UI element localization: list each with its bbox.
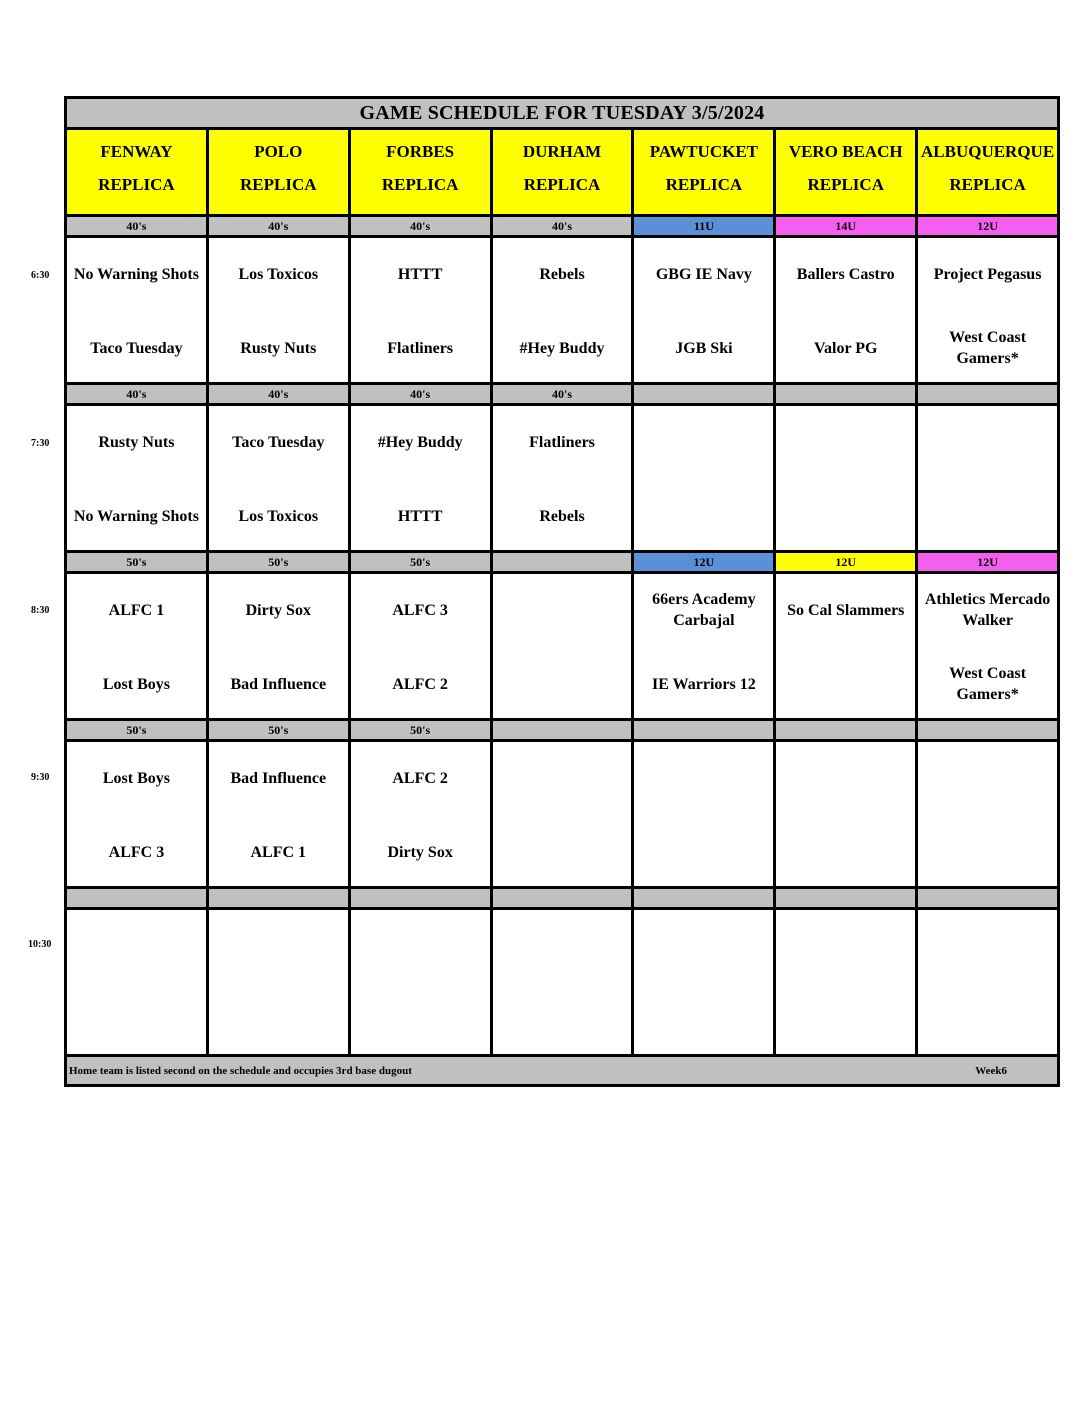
division-badge: 40's (493, 385, 635, 403)
home-team: #Hey Buddy (519, 339, 605, 357)
home-team: Rebels (539, 507, 585, 525)
away-team: Lost Boys (102, 769, 170, 787)
time-label: 7:30 (31, 438, 50, 449)
away-team (918, 420, 1057, 464)
field-name: FORBES (386, 142, 455, 161)
game-cell (67, 406, 209, 550)
away-team (493, 924, 632, 968)
division-badge: 50's (209, 553, 351, 571)
game-cell (493, 406, 635, 550)
division-badge (493, 553, 635, 571)
field-name: DURHAM (522, 142, 602, 161)
division-badge (776, 385, 918, 403)
away-team: Dirty Sox (245, 601, 311, 619)
game-cell (634, 742, 776, 886)
home-team: JGB Ski (675, 339, 733, 357)
division-badge (493, 721, 635, 739)
away-team (351, 924, 490, 968)
game-cell (493, 910, 635, 1054)
home-team (918, 494, 1057, 538)
division-badge: 14U (776, 217, 918, 235)
game-slot-row (67, 238, 1057, 385)
home-team: West Coast Gamers* (949, 329, 1027, 367)
home-team-note: Home team is listed second on the schedule and occupies 3rd base dugout (69, 1064, 412, 1077)
game-cell (776, 742, 918, 886)
away-team: Athletics Mercado Walker (924, 591, 1051, 629)
division-row (67, 385, 1057, 406)
field-header-vero-beach (776, 130, 918, 214)
division-row (67, 553, 1057, 574)
game-cell (634, 574, 776, 718)
away-team (493, 588, 632, 632)
division-badge: 40's (67, 217, 209, 235)
home-team: Dirty Sox (387, 843, 453, 861)
division-badge: 11U (634, 217, 776, 235)
division-badge: 40's (209, 217, 351, 235)
division-badge: 40's (351, 217, 493, 235)
field-header-fenway (67, 130, 209, 214)
game-cell (493, 742, 635, 886)
division-badge (918, 385, 1057, 403)
away-team (776, 756, 915, 800)
game-cell (493, 238, 635, 382)
game-cell (776, 574, 918, 718)
home-team (493, 998, 632, 1042)
away-team (209, 924, 348, 968)
home-team: Bad Influence (230, 675, 327, 693)
division-badge: 50's (67, 553, 209, 571)
home-team: HTTT (397, 507, 443, 525)
field-sub: REPLICA (98, 175, 175, 194)
division-badge: 40's (209, 385, 351, 403)
field-sub: REPLICA (807, 175, 884, 194)
game-cell (918, 742, 1057, 886)
home-team: ALFC 2 (392, 675, 448, 693)
game-cell (209, 406, 351, 550)
away-team (493, 756, 632, 800)
field-header-row (67, 130, 1057, 217)
away-team: #Hey Buddy (377, 433, 463, 451)
away-team (776, 924, 915, 968)
game-slot-row (67, 574, 1057, 721)
home-team: Taco Tuesday (90, 339, 183, 357)
division-badge (351, 889, 493, 907)
home-team: Lost Boys (102, 675, 170, 693)
away-team: Taco Tuesday (232, 433, 325, 451)
field-sub: REPLICA (381, 175, 459, 194)
away-team (776, 420, 915, 464)
home-team: Rusty Nuts (240, 339, 317, 357)
division-badge: 12U (776, 553, 918, 571)
game-cell (351, 238, 493, 382)
game-cell (209, 910, 351, 1054)
away-team: Flatliners (529, 433, 595, 451)
away-team: ALFC 2 (392, 769, 448, 787)
field-header-pawtucket (634, 130, 776, 214)
division-badge: 50's (351, 721, 493, 739)
game-cell (918, 574, 1057, 718)
division-badge: 12U (918, 553, 1057, 571)
field-sub: REPLICA (665, 175, 743, 194)
field-sub: REPLICA (240, 175, 317, 194)
game-cell (493, 574, 635, 718)
schedule-footer (67, 1057, 1057, 1087)
time-label: 6:30 (31, 270, 50, 281)
division-badge (209, 889, 351, 907)
game-cell (209, 574, 351, 718)
home-team (351, 998, 490, 1042)
away-team: HTTT (397, 265, 443, 283)
division-badge: 12U (918, 217, 1057, 235)
game-cell (351, 406, 493, 550)
schedule-title: GAME SCHEDULE FOR TUESDAY 3/5/2024 (67, 96, 1057, 130)
away-team: Ballers Castro (796, 265, 895, 283)
home-team (634, 830, 773, 874)
game-cell (776, 238, 918, 382)
field-header-durham (493, 130, 635, 214)
game-cell (351, 742, 493, 886)
division-badge: 40's (67, 385, 209, 403)
field-header-albuquerque (918, 130, 1057, 214)
field-name: ALBUQUERQUE (920, 142, 1055, 161)
home-team (776, 998, 915, 1042)
home-team (776, 830, 915, 874)
game-slot-row (67, 742, 1057, 889)
game-cell (634, 910, 776, 1054)
home-team (493, 662, 632, 706)
away-team (634, 756, 773, 800)
game-cell (918, 406, 1057, 550)
field-name: PAWTUCKET (649, 142, 759, 161)
division-badge: 50's (351, 553, 493, 571)
away-team: Los Toxicos (238, 265, 319, 283)
division-badge (634, 889, 776, 907)
home-team (776, 494, 915, 538)
field-sub: REPLICA (949, 175, 1026, 194)
home-team: IE Warriors 12 (652, 675, 756, 693)
away-team: So Cal Slammers (787, 601, 905, 619)
home-team: Valor PG (813, 339, 878, 357)
division-badge: 40's (351, 385, 493, 403)
week-label: Week6 (975, 1064, 1007, 1077)
game-slot-row (67, 910, 1057, 1057)
field-header-forbes (351, 130, 493, 214)
division-badge: 12U (634, 553, 776, 571)
away-team (634, 420, 773, 464)
home-team (209, 998, 348, 1042)
away-team: No Warning Shots (73, 265, 199, 283)
home-team: ALFC 3 (108, 843, 165, 861)
division-badge (918, 721, 1057, 739)
away-team (67, 924, 206, 968)
field-header-polo (209, 130, 351, 214)
game-cell (67, 742, 209, 886)
field-name: VERO BEACH (788, 142, 903, 161)
game-cell (918, 910, 1057, 1054)
away-team: 66ers Academy Carbajal (652, 591, 756, 629)
game-cell (776, 910, 918, 1054)
away-team (918, 924, 1057, 968)
game-cell (67, 910, 209, 1054)
home-team: Flatliners (387, 339, 454, 357)
away-team: Bad Influence (230, 769, 327, 787)
away-team: Rebels (539, 265, 585, 283)
division-badge (67, 889, 209, 907)
home-team: No Warning Shots (73, 507, 199, 525)
game-cell (918, 238, 1057, 382)
game-cell (776, 406, 918, 550)
game-slot-row (67, 406, 1057, 553)
game-cell (209, 238, 351, 382)
division-row (67, 721, 1057, 742)
home-team (776, 662, 915, 706)
home-team: ALFC 1 (250, 843, 307, 861)
home-team (918, 830, 1057, 874)
division-badge: 40's (493, 217, 635, 235)
away-team (918, 756, 1057, 800)
away-team: GBG IE Navy (655, 265, 752, 283)
time-label: 10:30 (28, 939, 52, 950)
division-badge: 50's (209, 721, 351, 739)
game-cell (209, 742, 351, 886)
schedule-sheet (64, 96, 1060, 1087)
time-slots (67, 217, 1057, 1057)
division-badge (493, 889, 635, 907)
division-badge: 50's (67, 721, 209, 739)
game-cell (351, 574, 493, 718)
home-team (634, 494, 773, 538)
game-cell (67, 574, 209, 718)
division-row (67, 217, 1057, 238)
time-label: 9:30 (31, 772, 50, 783)
game-cell (634, 238, 776, 382)
home-team (634, 998, 773, 1042)
division-row (67, 889, 1057, 910)
division-badge (776, 721, 918, 739)
away-team: Project Pegasus (933, 265, 1042, 283)
away-team: ALFC 1 (108, 601, 165, 619)
away-team: Rusty Nuts (98, 433, 175, 451)
field-sub: REPLICA (523, 175, 601, 194)
field-name: POLO (254, 142, 303, 161)
game-cell (351, 910, 493, 1054)
time-label: 8:30 (31, 605, 50, 616)
home-team (493, 830, 632, 874)
division-badge (918, 889, 1057, 907)
away-team: ALFC 3 (392, 601, 448, 619)
division-badge (634, 385, 776, 403)
game-cell (67, 238, 209, 382)
away-team (634, 924, 773, 968)
division-badge (634, 721, 776, 739)
home-team: West Coast Gamers* (949, 665, 1027, 703)
home-team: Los Toxicos (238, 507, 319, 525)
game-cell (634, 406, 776, 550)
division-badge (776, 889, 918, 907)
home-team (67, 998, 206, 1042)
field-name: FENWAY (100, 142, 173, 161)
home-team (918, 998, 1057, 1042)
